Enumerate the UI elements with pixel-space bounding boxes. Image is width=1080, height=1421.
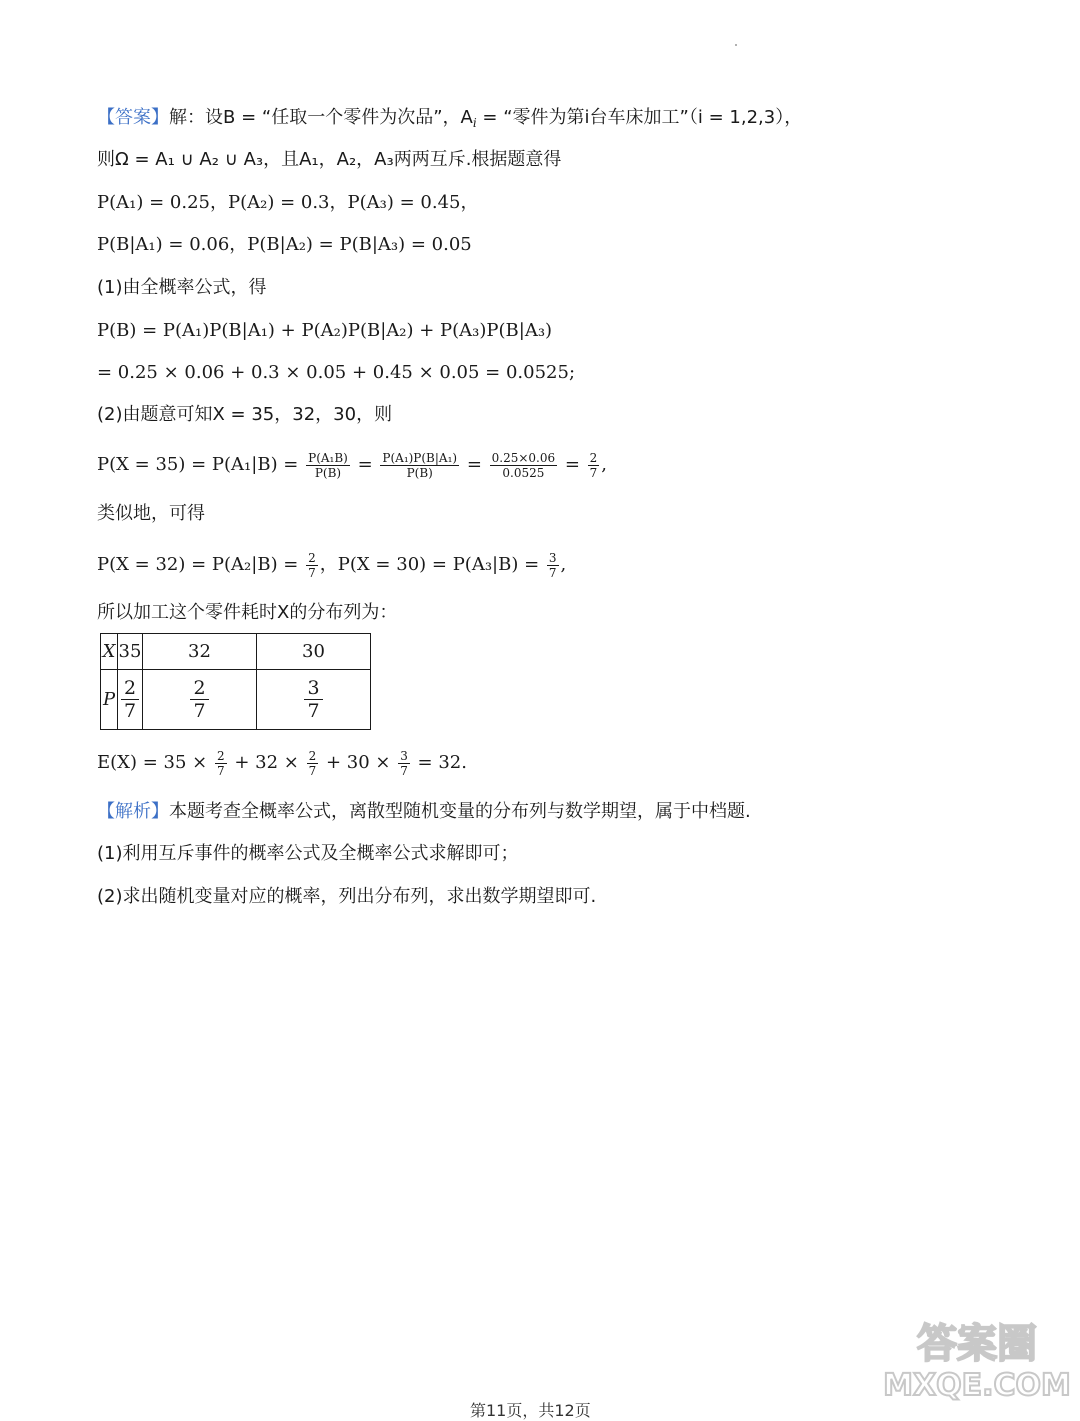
table-cell xyxy=(118,670,143,730)
eq9-lhs: P(X = 35) = P(A₁|B) = xyxy=(97,454,305,475)
frac-den: 7 xyxy=(589,465,598,480)
table-row xyxy=(101,634,371,670)
frac-den: 7 xyxy=(548,565,557,580)
cell-text: P xyxy=(102,689,116,710)
analysis-line-3: (2)求出随机变量对应的概率，列出分布列，求出数学期望即可. xyxy=(97,886,597,907)
eq9-frac-4 xyxy=(588,451,600,480)
frac-den: 7 xyxy=(123,700,137,722)
watermark-line-2: MXQE.COM xyxy=(883,1368,1071,1403)
frac-den: 7 xyxy=(216,763,225,778)
eq14-part-b: + 32 × xyxy=(228,752,305,773)
answer-line-9 xyxy=(97,446,607,484)
answer-line-1: 【答案】解：设B = “任取一个零件为次品”，$A_i$ = “零件为第i台车床加工”（i = 1,2,3）， xyxy=(97,107,803,130)
table-cell xyxy=(257,670,371,730)
comma: , xyxy=(560,554,567,575)
answer-line-3: P(A₁) = 0.25，P(A₂) = 0.3，P(A₃) = 0.45， xyxy=(97,192,479,213)
frac-num: 2 xyxy=(308,748,317,763)
eq14-frac-3 xyxy=(398,749,410,778)
frac-num: 2 xyxy=(190,677,208,700)
frac-num: 3 xyxy=(400,748,408,763)
eq14-part-d: = 32. xyxy=(411,752,467,773)
frac-den: 7 xyxy=(400,763,408,778)
analysis-text: 本题考查全概率公式，离散型随机变量的分布列与数学期望，属于中档题. xyxy=(169,801,751,822)
frac-den: P(B) xyxy=(314,465,342,480)
answer-tag: 【答案】 xyxy=(97,107,169,128)
line-1-text: 解：设B = “任取一个零件为次品”，A xyxy=(169,107,473,128)
answer-line-10: 类似地，可得 xyxy=(97,503,205,524)
answer-line-6: P(B) = P(A₁)P(B|A₁) + P(A₂)P(B|A₂) + P(A₃)P(B|A₃) xyxy=(97,320,553,341)
table-cell xyxy=(143,670,257,730)
table-cell: 35 xyxy=(118,634,143,670)
frac-den: 7 xyxy=(193,700,206,722)
answer-line-4: P(B|A₁) = 0.06，P(B|A₂) = P(B|A₃) = 0.05 xyxy=(97,234,472,255)
equals-sign: = xyxy=(351,454,379,475)
answer-line-5: (1)由全概率公式，得 xyxy=(97,277,267,298)
frac-num: P(A₁B) xyxy=(308,450,348,465)
eq11-part-a: P(X = 32) = P(A₂|B) = xyxy=(97,554,305,575)
equals-sign: = xyxy=(559,454,586,475)
cell-fraction xyxy=(190,677,208,722)
eq11-frac-a xyxy=(306,551,318,580)
table-cell xyxy=(101,670,118,730)
frac-num: 2 xyxy=(308,550,316,565)
equals-sign: = xyxy=(461,454,488,475)
eq9-frac-2 xyxy=(380,451,459,480)
eq14-part-a: E(X) = 35 × xyxy=(97,752,213,773)
watermark-line-1: 答案圈 xyxy=(917,1321,1037,1367)
analysis-tag: 【解析】 xyxy=(97,801,169,822)
frac-num: P(A₁)P(B|A₁) xyxy=(382,450,458,465)
answer-line-11 xyxy=(97,546,566,584)
frac-den: 7 xyxy=(307,700,320,722)
line-1-tail: = “零件为第i台车床加工”（i = 1,2,3）， xyxy=(476,107,803,128)
frac-num: 0.25×0.06 xyxy=(491,450,556,465)
page-footer: 第11页，共12页 xyxy=(470,1401,591,1420)
distribution-table xyxy=(100,633,371,730)
eq14-frac-1 xyxy=(215,749,227,778)
frac-den: 7 xyxy=(308,565,316,580)
answer-line-7: = 0.25 × 0.06 + 0.3 × 0.05 + 0.45 × 0.05 = 0.0525; xyxy=(97,362,576,383)
table-cell: 30 xyxy=(257,634,371,670)
table-cell: 32 xyxy=(143,634,257,670)
eq9-frac-1 xyxy=(306,451,350,480)
eq14-frac-2 xyxy=(307,749,319,778)
cell-fraction xyxy=(304,677,322,722)
analysis-line-2: (1)利用互斥事件的概率公式及全概率公式求解即可； xyxy=(97,843,519,864)
frac-den: 7 xyxy=(308,763,317,778)
cell-text: X xyxy=(102,641,116,662)
frac-den: 0.0525 xyxy=(502,465,545,480)
eq9-frac-3 xyxy=(490,451,558,480)
watermark-logo xyxy=(882,1313,1072,1403)
answer-line-14 xyxy=(97,744,467,782)
frac-num: 2 xyxy=(589,450,598,465)
cell-fraction xyxy=(121,677,139,722)
frac-num: 2 xyxy=(216,748,225,763)
eq14-part-c: + 30 × xyxy=(320,752,397,773)
answer-line-8: (2)由题意可知X = 35，32，30，则 xyxy=(97,404,393,425)
frac-num: 3 xyxy=(304,677,322,700)
frac-num: 3 xyxy=(548,550,557,565)
table-cell xyxy=(101,634,118,670)
stray-dot xyxy=(735,44,737,46)
frac-num: 2 xyxy=(121,677,139,700)
answer-line-2: 则Ω = A₁ ∪ A₂ ∪ A₃，且A₁，A₂，A₃两两互斥.根据题意得 xyxy=(97,149,562,170)
comma: , xyxy=(601,454,608,475)
table-row xyxy=(101,670,371,730)
answer-line-12: 所以加工这个零件耗时X的分布列为： xyxy=(97,602,398,623)
analysis-line-1 xyxy=(97,800,751,824)
eq11-part-b: ，P(X = 30) = P(A₃|B) = xyxy=(319,554,545,575)
eq11-frac-b xyxy=(547,551,559,580)
frac-den: P(B) xyxy=(406,465,433,480)
